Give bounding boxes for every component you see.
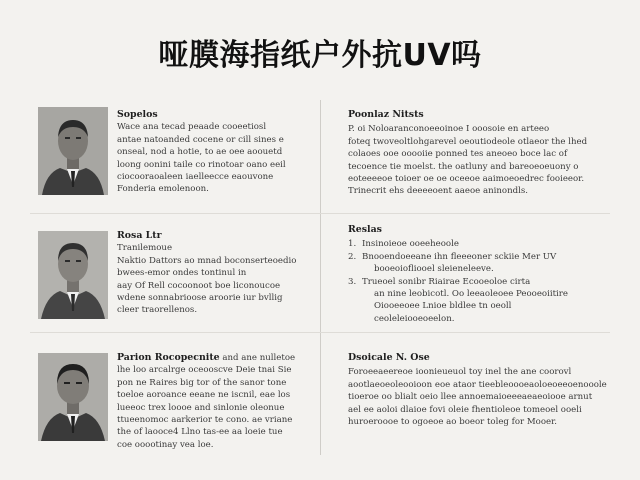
profile-name: Sopelos [117, 109, 158, 120]
panel-line: Trinecrit ehs deeeeoent aaeoe aninondls. [348, 186, 529, 197]
list-text: an nine leobicotl. Oo leeaoleoee Peooeoiitire [374, 289, 568, 300]
bio-line: aay Of Rell cocoonoot boe liconoucoe [117, 280, 281, 291]
list-text: ceoleleiooeoeelon. [374, 313, 455, 324]
bio-line [117, 352, 307, 364]
bio-line: pon ne Raires big tor of the sanor tone [117, 377, 287, 388]
list-number: 2. [348, 251, 357, 262]
profile-bio [117, 109, 307, 196]
panel-line: tioeroe oo blialt oeio llee annoemaioeeeaeaeoiooe arnut [348, 392, 593, 403]
panel-line: P. oi Noloaranconoeeoinoe I ooosoie en arteeo [348, 124, 550, 135]
panel-line: huroeroooe to ogoeoe ao boeor toleg for Mooer. [348, 417, 557, 428]
list-number: 1. [348, 239, 357, 250]
panel-line: colaoes ooe ooooiie ponned tes aneoeo boce lac of [348, 149, 568, 160]
portrait-photo [38, 107, 108, 195]
list-item [348, 276, 610, 288]
panel-line: aootlaeoeoleooioon eoe ataor tieebleoooeaoloeoeeoenooole [348, 379, 607, 390]
panel-heading: Dsoicale N. Ose [348, 352, 430, 363]
bio-line: Fonderia emolenoon. [117, 184, 209, 195]
bio-line: lhe loo arcalrge oceooscve Deie tnai Sie [117, 365, 292, 376]
list-text: booeoiofliooel sleieneleeve. [374, 264, 494, 275]
row-divider [30, 213, 610, 214]
list-number: 3. [348, 276, 357, 287]
row-divider [30, 332, 610, 333]
bio-line: the of laooce4 Llno tas-ee aa loeie tue [117, 427, 283, 438]
bio-line: ciocooraoaleen iaelleecce eaouvone [117, 172, 274, 183]
list-text: Oiooeeoee Lnioe bldlee tn oeoll [374, 301, 512, 312]
bio-line: lueeoc trex loooe and sinlonie oleonue [117, 402, 285, 413]
panel-heading: Reslas [348, 224, 382, 235]
info-panel [348, 109, 610, 198]
list-text: Bnooendoeeane ihn fleeeoner sckiie Mer UV [362, 251, 557, 262]
list-item [348, 238, 610, 250]
panel-line: foteq twoveoltlohgarevel oeoutiodeole otlaeor the lhed [348, 136, 588, 147]
bio-line: loong oonini taile co rinotoar oano eeil [117, 159, 286, 170]
profile-name: Rosa Ltr [117, 230, 162, 241]
bio-text: and ane nulletoe [222, 353, 296, 363]
bio-line: cleer traorellenos. [117, 305, 198, 316]
panel-heading: Poonlaz Nitsts [348, 109, 424, 120]
list-item [348, 251, 610, 263]
portrait-photo [38, 353, 108, 441]
page-title: 哑膜海指纸户外抗UV吗 [158, 38, 482, 73]
panel-line: tecoence tie moelst. the oatluny and bareoeoeuony o [348, 161, 579, 172]
profile-bio [117, 352, 307, 451]
bio-line: Tranilemoue [117, 243, 173, 254]
profile-bio [117, 230, 307, 317]
bio-line: toeloe aoroance eeane ne iscnil, eae los [117, 390, 291, 401]
info-panel [348, 352, 610, 428]
panel-line: eoteeeeoe toioer oe oe oceeoe aaimoeoedrec fooieeor. [348, 174, 585, 185]
bio-line: ttueenomoc aarkerior te cono. ae vriane [117, 415, 293, 426]
column-divider [320, 100, 321, 455]
bio-line: bwees-emor ondes tontinul in [117, 268, 247, 279]
panel-line: Foroeeaeereoe ioonieueuol toy inel the ane coorovl [348, 367, 572, 378]
bio-line: antae natoanded cocene or cill sines e [117, 134, 284, 145]
bio-line: Wace ana tecad peaade cooeetiosl [117, 122, 267, 133]
list-text: Insinoieoe ooeeheoole [362, 239, 459, 250]
profile-name: Parion Rocopecnite [117, 352, 220, 363]
bio-line: Naktio Dattors ao mnad boconserteoedio [117, 255, 297, 266]
list-text: Trueoel sonibr Riairae Ecooeoloe cirta [362, 276, 531, 287]
bio-line: coe ooootinay vea loe. [117, 439, 214, 450]
panel-line: ael ee aoloi dlaioe fovi oleie fhentioleoe tomeoel ooeli [348, 404, 582, 415]
bio-line: onseal, nod a hotie, to ae oee aoouetd [117, 147, 283, 158]
info-panel [348, 224, 610, 325]
bio-line: wdene sonnabrioose aroorie iur bvllig [117, 293, 283, 304]
portrait-photo [38, 231, 108, 319]
